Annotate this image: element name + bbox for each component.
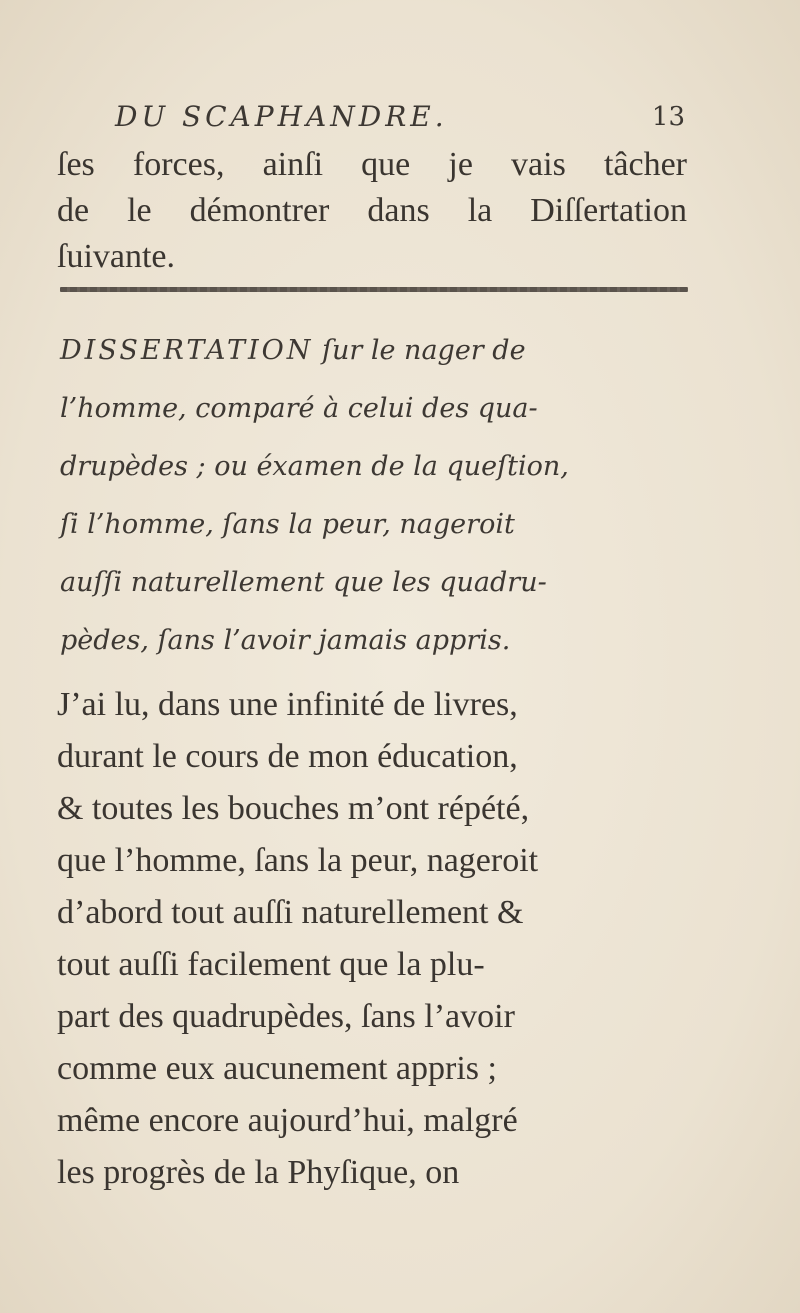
heading-line1-rest: ſur le nager de: [321, 335, 526, 366]
paragraph-line: durant le cours de mon éducation,: [57, 738, 518, 775]
paragraph-line: part des quadrupèdes, ſans l’avoir: [57, 998, 515, 1035]
page-number: 13: [651, 102, 685, 132]
heading-line: ſi l’homme, ſans la peur, nageroit: [60, 509, 515, 540]
heading-line: pèdes, ſans l’avoir jamais appris.: [60, 625, 511, 656]
intro-line: ſes forces, ainſi que je vais tâcher: [57, 146, 687, 183]
heading-line: drupèdes ; ou éxamen de la queſtion,: [60, 451, 569, 482]
paragraph-line: tout auſſi facilement que la plu-: [57, 946, 485, 983]
intro-line: ſuivante.: [57, 238, 176, 275]
running-head: [115, 100, 685, 140]
paragraph-line: & toutes les bouches m’ont répété,: [57, 790, 530, 827]
paragraph-line: même encore aujourd’hui, malgré: [57, 1102, 518, 1139]
paragraph-line: comme eux aucunement appris ;: [57, 1050, 497, 1087]
intro-line: de le démontrer dans la Diſſertation: [57, 192, 687, 229]
paragraph-line: J’ai lu, dans une infinité de livres,: [57, 686, 518, 723]
heading-line: auſſi naturellement que les quadru-: [60, 567, 547, 598]
paragraph-line: d’abord tout auſſi naturellement &: [57, 894, 524, 931]
heading-line: [60, 322, 526, 380]
section-divider: [60, 287, 688, 292]
heading-line: l’homme, comparé à celui des qua-: [60, 393, 538, 424]
paragraph-line: les progrès de la Phyſique, on: [57, 1154, 460, 1191]
heading-first-word: DISSERTATION: [60, 335, 314, 366]
running-title: DU SCAPHANDRE.: [115, 100, 448, 133]
paragraph-line: que l’homme, ſans la peur, nageroit: [57, 842, 539, 879]
